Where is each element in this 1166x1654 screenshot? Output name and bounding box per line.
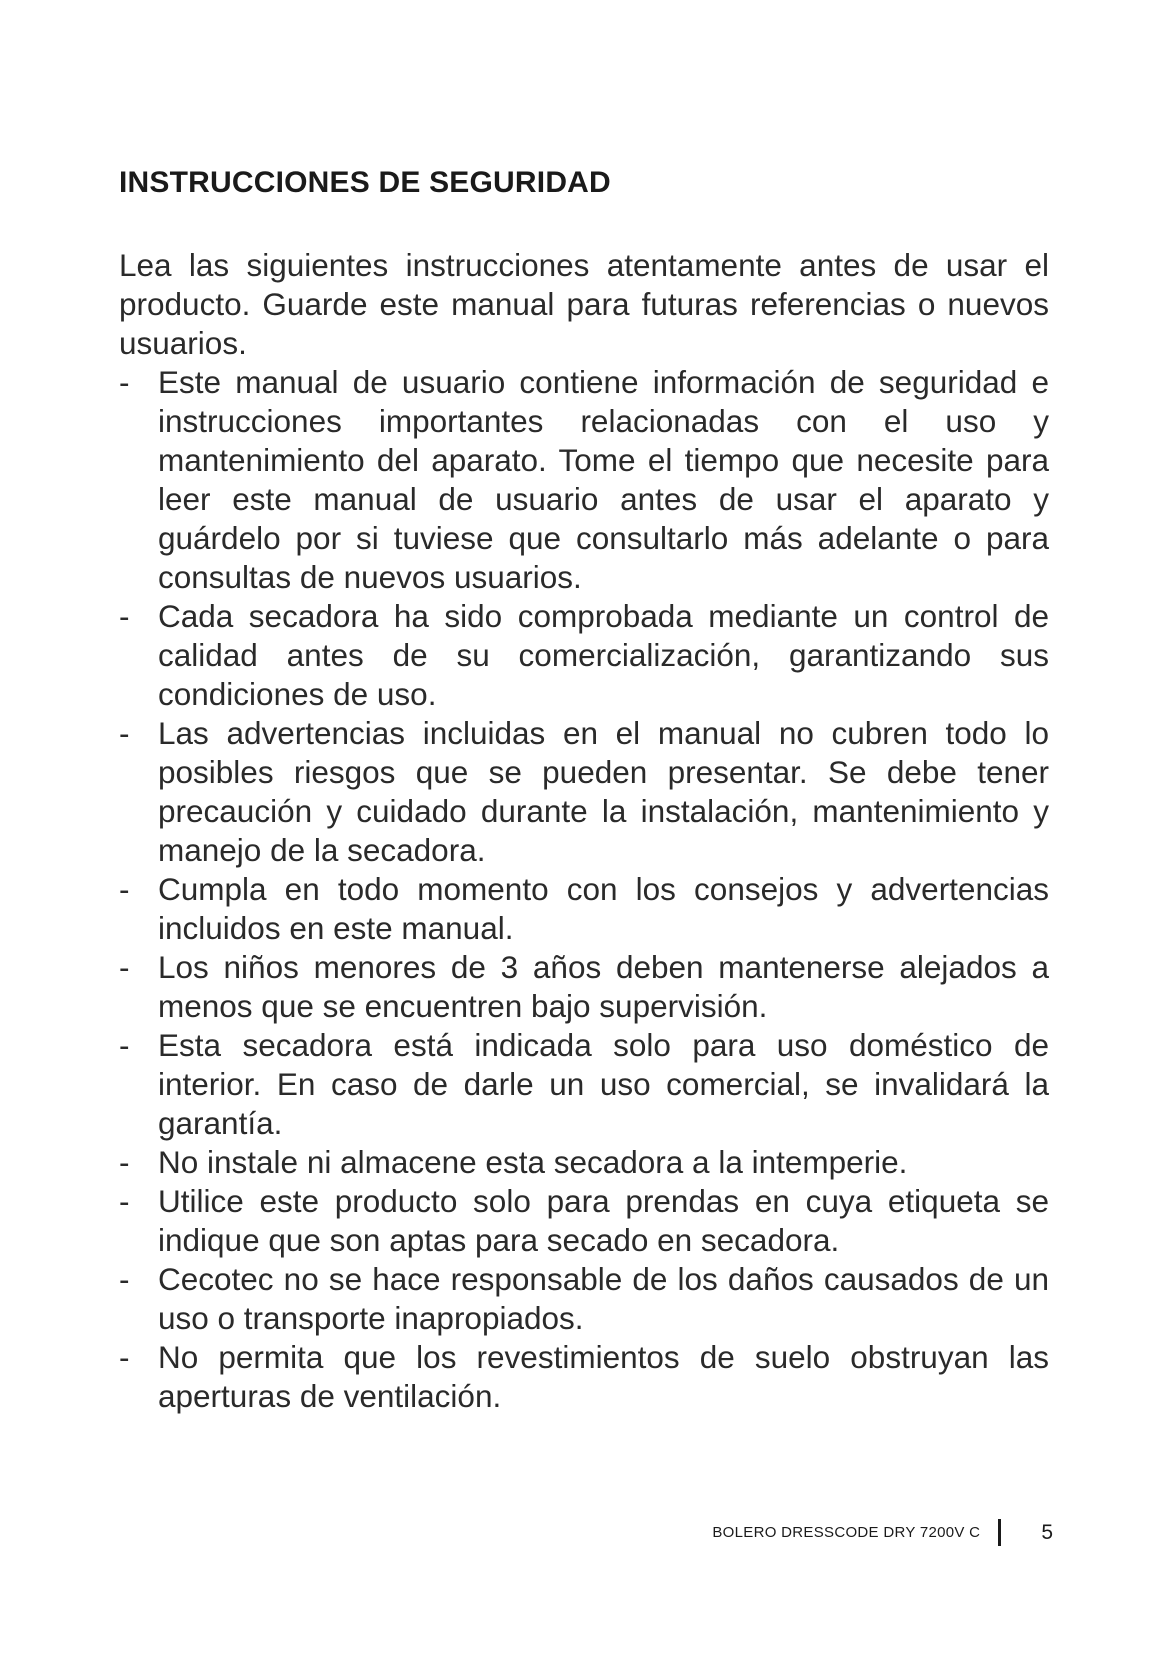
list-item: [119, 948, 1049, 1026]
list-item-text: No permita que los revestimientos de suelo obstruyan las aperturas de ventilación.: [158, 1339, 1049, 1414]
safety-list: [119, 363, 1049, 1416]
list-item-text: Cada secadora ha sido comprobada mediante un control de calidad antes de su comercialización, garantizando sus condiciones de uso.: [158, 598, 1049, 712]
list-item: [119, 1143, 1049, 1182]
list-item: [119, 714, 1049, 870]
list-item-text: No instale ni almacene esta secadora a la intemperie.: [158, 1144, 908, 1180]
bullet-marker: -: [119, 598, 130, 634]
bullet-marker: -: [119, 715, 130, 751]
bullet-marker: -: [119, 949, 130, 985]
list-item: [119, 363, 1049, 597]
bullet-marker: -: [119, 1183, 130, 1219]
bullet-marker: -: [119, 1144, 130, 1180]
page-number: 5: [1041, 1520, 1053, 1544]
list-item-text: Las advertencias incluidas en el manual no cubren todo lo posibles riesgos que se pueden presentar. Se debe tener precaución y cuidado durante la instalación, mantenimiento y manejo de la secadora.: [158, 715, 1049, 868]
list-item: [119, 870, 1049, 948]
safety-instructions: [119, 246, 1049, 1416]
bullet-marker: -: [119, 1261, 130, 1297]
bullet-marker: -: [119, 871, 130, 907]
list-item: [119, 1182, 1049, 1260]
list-item-text: Este manual de usuario contiene información de seguridad e instrucciones importantes relacionadas con el uso y mantenimiento del aparato. Tome el tiempo que necesite para leer este manual de usuario antes de usar el aparato y guárdelo por si tuviese que consultarlo más adelante o para consultas de nuevos usuarios.: [158, 364, 1049, 595]
bullet-marker: -: [119, 1339, 130, 1375]
list-item-text: Esta secadora está indicada solo para uso doméstico de interior. En caso de darle un uso comercial, se invalidará la garantía.: [158, 1027, 1049, 1141]
list-item-text: Cumpla en todo momento con los consejos y advertencias incluidos en este manual.: [158, 871, 1049, 946]
list-item: [119, 1338, 1049, 1416]
bullet-marker: -: [119, 364, 130, 400]
bullet-marker: -: [119, 1027, 130, 1063]
list-item-text: Los niños menores de 3 años deben mantenerse alejados a menos que se encuentren bajo supervisión.: [158, 949, 1049, 1024]
list-item-text: Utilice este producto solo para prendas en cuya etiqueta se indique que son aptas para secado en secadora.: [158, 1183, 1049, 1258]
page-footer: [712, 1519, 1053, 1546]
list-item: [119, 1260, 1049, 1338]
list-item-text: Cecotec no se hace responsable de los daños causados de un uso o transporte inapropiados.: [158, 1261, 1049, 1336]
list-item: [119, 1026, 1049, 1143]
intro-paragraph: Lea las siguientes instrucciones atentamente antes de usar el producto. Guarde este manual para futuras referencias o nuevos usuarios.: [119, 247, 1049, 361]
footer-product-name: BOLERO DRESSCODE DRY 7200V C: [712, 1524, 981, 1541]
page-title: INSTRUCCIONES DE SEGURIDAD: [119, 166, 611, 199]
list-item: [119, 597, 1049, 714]
footer-divider: [998, 1519, 1001, 1546]
